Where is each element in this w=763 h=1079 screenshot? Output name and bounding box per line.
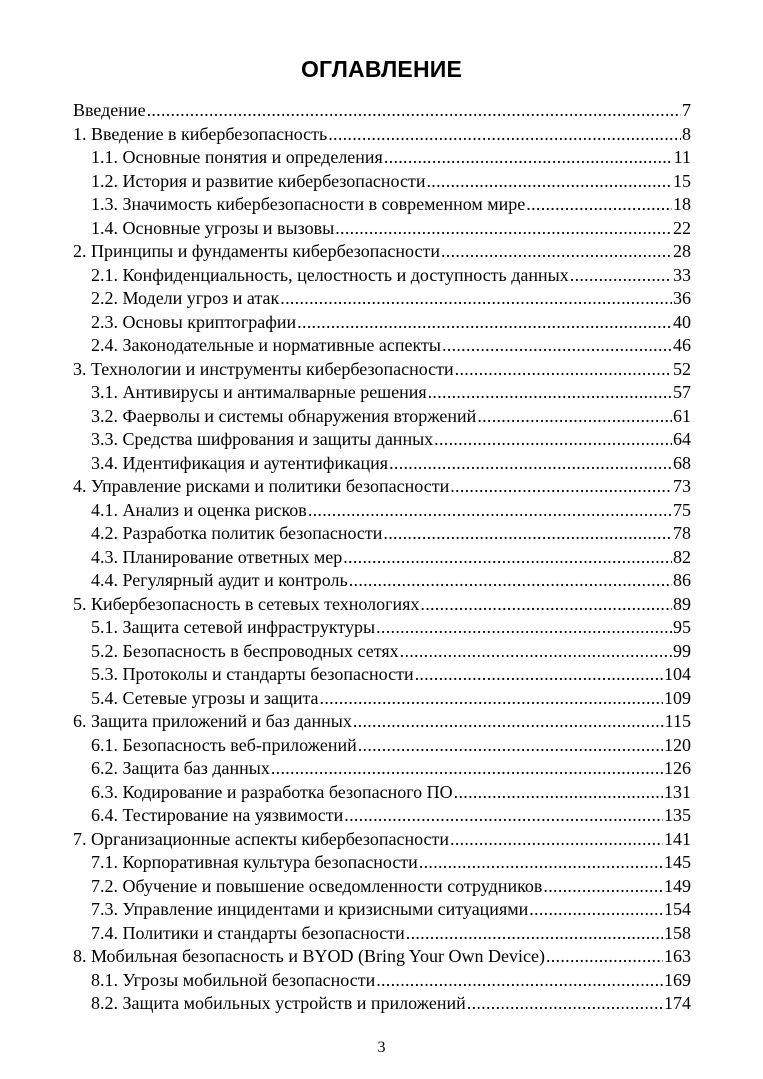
dot-leader xyxy=(427,170,673,194)
toc-entry[interactable] xyxy=(73,334,691,358)
toc-entry-label: 5.3. Протоколы и стандарты безопасности xyxy=(91,664,414,684)
toc-entry[interactable] xyxy=(73,828,691,852)
dot-leader xyxy=(383,522,672,546)
dot-leader xyxy=(280,287,672,311)
dot-leader xyxy=(543,875,663,899)
toc-entry[interactable] xyxy=(73,757,691,781)
toc-entry[interactable] xyxy=(73,170,691,194)
toc-entry-page: 115 xyxy=(664,711,691,731)
toc-entry-page: 95 xyxy=(673,617,691,637)
toc-entry-page: 120 xyxy=(664,734,691,755)
dot-leader xyxy=(389,452,672,476)
toc-entry-page: 145 xyxy=(664,852,691,872)
toc-entry-page: 64 xyxy=(673,429,691,449)
toc-entry[interactable] xyxy=(73,99,691,123)
toc-entry-page: 7 xyxy=(682,100,691,120)
toc-entry[interactable] xyxy=(73,851,691,875)
toc-entry[interactable] xyxy=(73,945,691,969)
toc-entry-page: 68 xyxy=(673,452,691,473)
toc-entry-page: 174 xyxy=(664,993,691,1013)
toc-entry[interactable] xyxy=(73,240,691,264)
dot-leader xyxy=(442,334,672,358)
toc-entry-page: 52 xyxy=(673,358,691,379)
toc-entry-label: 3. Технологии и инструменты кибербезопасности xyxy=(73,358,454,379)
toc-entry-label: 2.3. Основы криптографии xyxy=(91,311,297,332)
dot-leader xyxy=(455,358,672,382)
dot-leader xyxy=(406,922,663,946)
toc-entry-page: 109 xyxy=(664,687,691,708)
dot-leader xyxy=(434,428,672,452)
dot-leader xyxy=(428,381,672,405)
dot-leader xyxy=(335,217,672,241)
toc-entry-label: 6. Защита приложений и баз данных xyxy=(73,711,352,731)
toc-entry[interactable] xyxy=(73,992,691,1016)
dot-leader xyxy=(343,546,672,570)
toc-entry-page: 141 xyxy=(664,828,691,849)
toc-entry-page: 46 xyxy=(673,335,691,355)
toc-entry-label: 5.1. Защита сетевой инфраструктуры xyxy=(91,617,376,637)
toc-entry-label: 7.2. Обучение и повышение осведомленности сотрудников xyxy=(91,875,543,896)
dot-leader xyxy=(349,569,672,593)
toc-entry[interactable] xyxy=(73,499,691,523)
toc-entry[interactable] xyxy=(73,687,691,711)
toc-entry-label: 4.1. Анализ и оценка рисков xyxy=(91,499,307,520)
dot-leader xyxy=(570,264,672,288)
toc-entry[interactable] xyxy=(73,217,691,241)
dot-leader xyxy=(358,734,663,758)
dot-leader xyxy=(529,898,663,922)
toc-entry[interactable] xyxy=(73,593,691,617)
toc-entry-page: 154 xyxy=(664,899,691,919)
dot-leader xyxy=(415,663,663,687)
toc-entry[interactable] xyxy=(73,640,691,664)
toc-entry-label: 8. Мобильная безопасность и BYOD (Bring Your Own Device) xyxy=(73,946,545,966)
toc-entry-label: Введение xyxy=(73,100,146,120)
toc-entry-page: 15 xyxy=(673,170,691,191)
toc-entry-label: 3.2. Фаерволы и системы обнаружения вторжений xyxy=(91,405,477,426)
dot-leader xyxy=(420,593,672,617)
toc-entry[interactable] xyxy=(73,781,691,805)
dot-leader xyxy=(441,240,672,264)
toc-entry-label: 2.1. Конфиденциальность, целостность и доступность данных xyxy=(91,264,569,285)
dot-leader xyxy=(328,123,681,147)
toc-entry[interactable] xyxy=(73,475,691,499)
toc-entry-label: 7.3. Управление инцидентами и кризисными ситуациями xyxy=(91,899,529,919)
toc-entry[interactable] xyxy=(73,123,691,147)
toc-entry-label: 5.4. Сетевые угрозы и защита xyxy=(91,687,319,708)
toc-entry-label: 1. Введение в кибербезопасность xyxy=(73,123,328,144)
toc-entry-page: 89 xyxy=(673,593,691,614)
toc-entry-label: 3.4. Идентификация и аутентификация xyxy=(91,452,389,473)
toc-entry-page: 86 xyxy=(673,570,691,590)
toc-entry[interactable] xyxy=(73,264,691,288)
toc-entry[interactable] xyxy=(73,710,691,734)
toc-entry-page: 78 xyxy=(673,523,691,543)
toc-entry-label: 1.4. Основные угрозы и вызовы xyxy=(91,217,335,238)
toc-entry[interactable] xyxy=(73,405,691,429)
toc-entry-label: 6.2. Защита баз данных xyxy=(91,758,270,778)
toc-entry-label: 5.2. Безопасность в беспроводных сетях xyxy=(91,640,399,661)
toc-entry[interactable] xyxy=(73,358,691,382)
toc-entry-label: 6.1. Безопасность веб-приложений xyxy=(91,734,357,755)
dot-leader xyxy=(384,146,673,170)
dot-leader xyxy=(546,945,663,969)
toc-entry-label: 4. Управление рисками и политики безопасности xyxy=(73,476,450,496)
toc-entry-page: 135 xyxy=(664,805,691,825)
toc-entry-page: 18 xyxy=(673,194,691,214)
toc-entry-label: 1.1. Основные понятия и определения xyxy=(91,147,383,167)
dot-leader xyxy=(320,687,663,711)
toc-entry[interactable] xyxy=(73,969,691,993)
page-number: 3 xyxy=(377,1039,386,1056)
dot-leader xyxy=(477,405,672,429)
dot-leader xyxy=(376,616,672,640)
toc-entry-label: 2.4. Законодательные и нормативные аспекты xyxy=(91,335,441,355)
toc-entry-label: 7. Организационные аспекты кибербезопасности xyxy=(73,828,450,849)
toc-entry-page: 158 xyxy=(664,922,691,943)
toc-entry-page: 8 xyxy=(682,123,691,144)
dot-leader xyxy=(450,828,663,852)
toc-entry[interactable] xyxy=(73,546,691,570)
toc-entry-page: 36 xyxy=(673,288,691,308)
toc-entry-label: 1.3. Значимость кибербезопасности в современном мире xyxy=(91,194,526,214)
page-title: ОГЛАВЛЕНИЕ xyxy=(300,56,463,82)
dot-leader xyxy=(454,781,663,805)
toc-entry-page: 163 xyxy=(664,946,691,966)
toc-entry-page: 126 xyxy=(664,758,691,778)
toc-entry[interactable] xyxy=(73,663,691,687)
dot-leader xyxy=(308,499,672,523)
toc-entry-label: 5. Кибербезопасность в сетевых технологиях xyxy=(73,593,420,614)
toc-entry[interactable] xyxy=(73,287,691,311)
toc-entry-label: 8.2. Защита мобильных устройств и приложений xyxy=(91,993,466,1013)
toc-entry[interactable] xyxy=(73,569,691,593)
toc-entry[interactable] xyxy=(73,875,691,899)
toc-entry[interactable] xyxy=(73,616,691,640)
toc-entry-label: 6.4. Тестирование на уязвимости xyxy=(91,805,344,825)
dot-leader xyxy=(297,311,672,335)
toc-entry-label: 8.1. Угрозы мобильной безопасности xyxy=(91,969,376,990)
toc-entry-label: 7.1. Корпоративная культура безопасности xyxy=(91,852,418,872)
toc-entry[interactable] xyxy=(73,452,691,476)
toc-entry[interactable] xyxy=(73,428,691,452)
toc-entry[interactable] xyxy=(73,146,691,170)
dot-leader xyxy=(400,640,672,664)
dot-leader xyxy=(450,475,672,499)
dot-leader xyxy=(376,969,663,993)
toc-entry-page: 57 xyxy=(673,382,691,402)
toc-entry[interactable] xyxy=(73,898,691,922)
toc-entry-label: 2. Принципы и фундаменты кибербезопасности xyxy=(73,241,440,261)
toc-entry-label: 4.2. Разработка политик безопасности xyxy=(91,523,383,543)
toc-entry-label: 6.3. Кодирование и разработка безопасного ПО xyxy=(91,781,453,802)
toc-entry[interactable] xyxy=(73,804,691,828)
toc-entry-page: 73 xyxy=(673,476,691,496)
toc-entry[interactable] xyxy=(73,922,691,946)
toc-entry-page: 33 xyxy=(673,264,691,285)
toc-entry-label: 3.3. Средства шифрования и защиты данных xyxy=(91,429,434,449)
toc-entry-label: 4.4. Регулярный аудит и контроль xyxy=(91,570,348,590)
toc-entry-label: 7.4. Политики и стандарты безопасности xyxy=(91,922,405,943)
toc-entry-page: 169 xyxy=(664,969,691,990)
toc-entry-page: 104 xyxy=(664,664,691,684)
toc-entry-page: 82 xyxy=(673,546,691,567)
dot-leader xyxy=(271,757,663,781)
toc-entry-label: 4.3. Планирование ответных мер xyxy=(91,546,343,567)
dot-leader xyxy=(419,851,663,875)
toc-entry-page: 28 xyxy=(673,241,691,261)
toc-entry[interactable] xyxy=(73,193,691,217)
toc-entry-page: 61 xyxy=(673,405,691,426)
toc-entry[interactable] xyxy=(73,522,691,546)
toc-entry-page: 75 xyxy=(673,499,691,520)
toc-entry-label: 2.2. Модели угроз и атак xyxy=(91,288,280,308)
dot-leader xyxy=(526,193,672,217)
toc-entry[interactable] xyxy=(73,311,691,335)
dot-leader xyxy=(353,710,664,734)
toc-entry-page: 22 xyxy=(673,217,691,238)
toc-entry-page: 99 xyxy=(673,640,691,661)
toc-entry[interactable] xyxy=(73,381,691,405)
dot-leader xyxy=(467,992,663,1016)
toc-entry-page: 131 xyxy=(664,781,691,802)
toc-entry-label: 3.1. Антивирусы и антималварные решения xyxy=(91,382,427,402)
toc-entry-label: 1.2. История и развитие кибербезопасности xyxy=(91,170,426,191)
dot-leader xyxy=(344,804,663,828)
toc-entry-page: 11 xyxy=(673,147,691,167)
toc-entry-page: 40 xyxy=(673,311,691,332)
table-of-contents xyxy=(73,99,691,1016)
dot-leader xyxy=(147,99,681,123)
toc-entry-page: 149 xyxy=(664,875,691,896)
toc-entry[interactable] xyxy=(73,734,691,758)
